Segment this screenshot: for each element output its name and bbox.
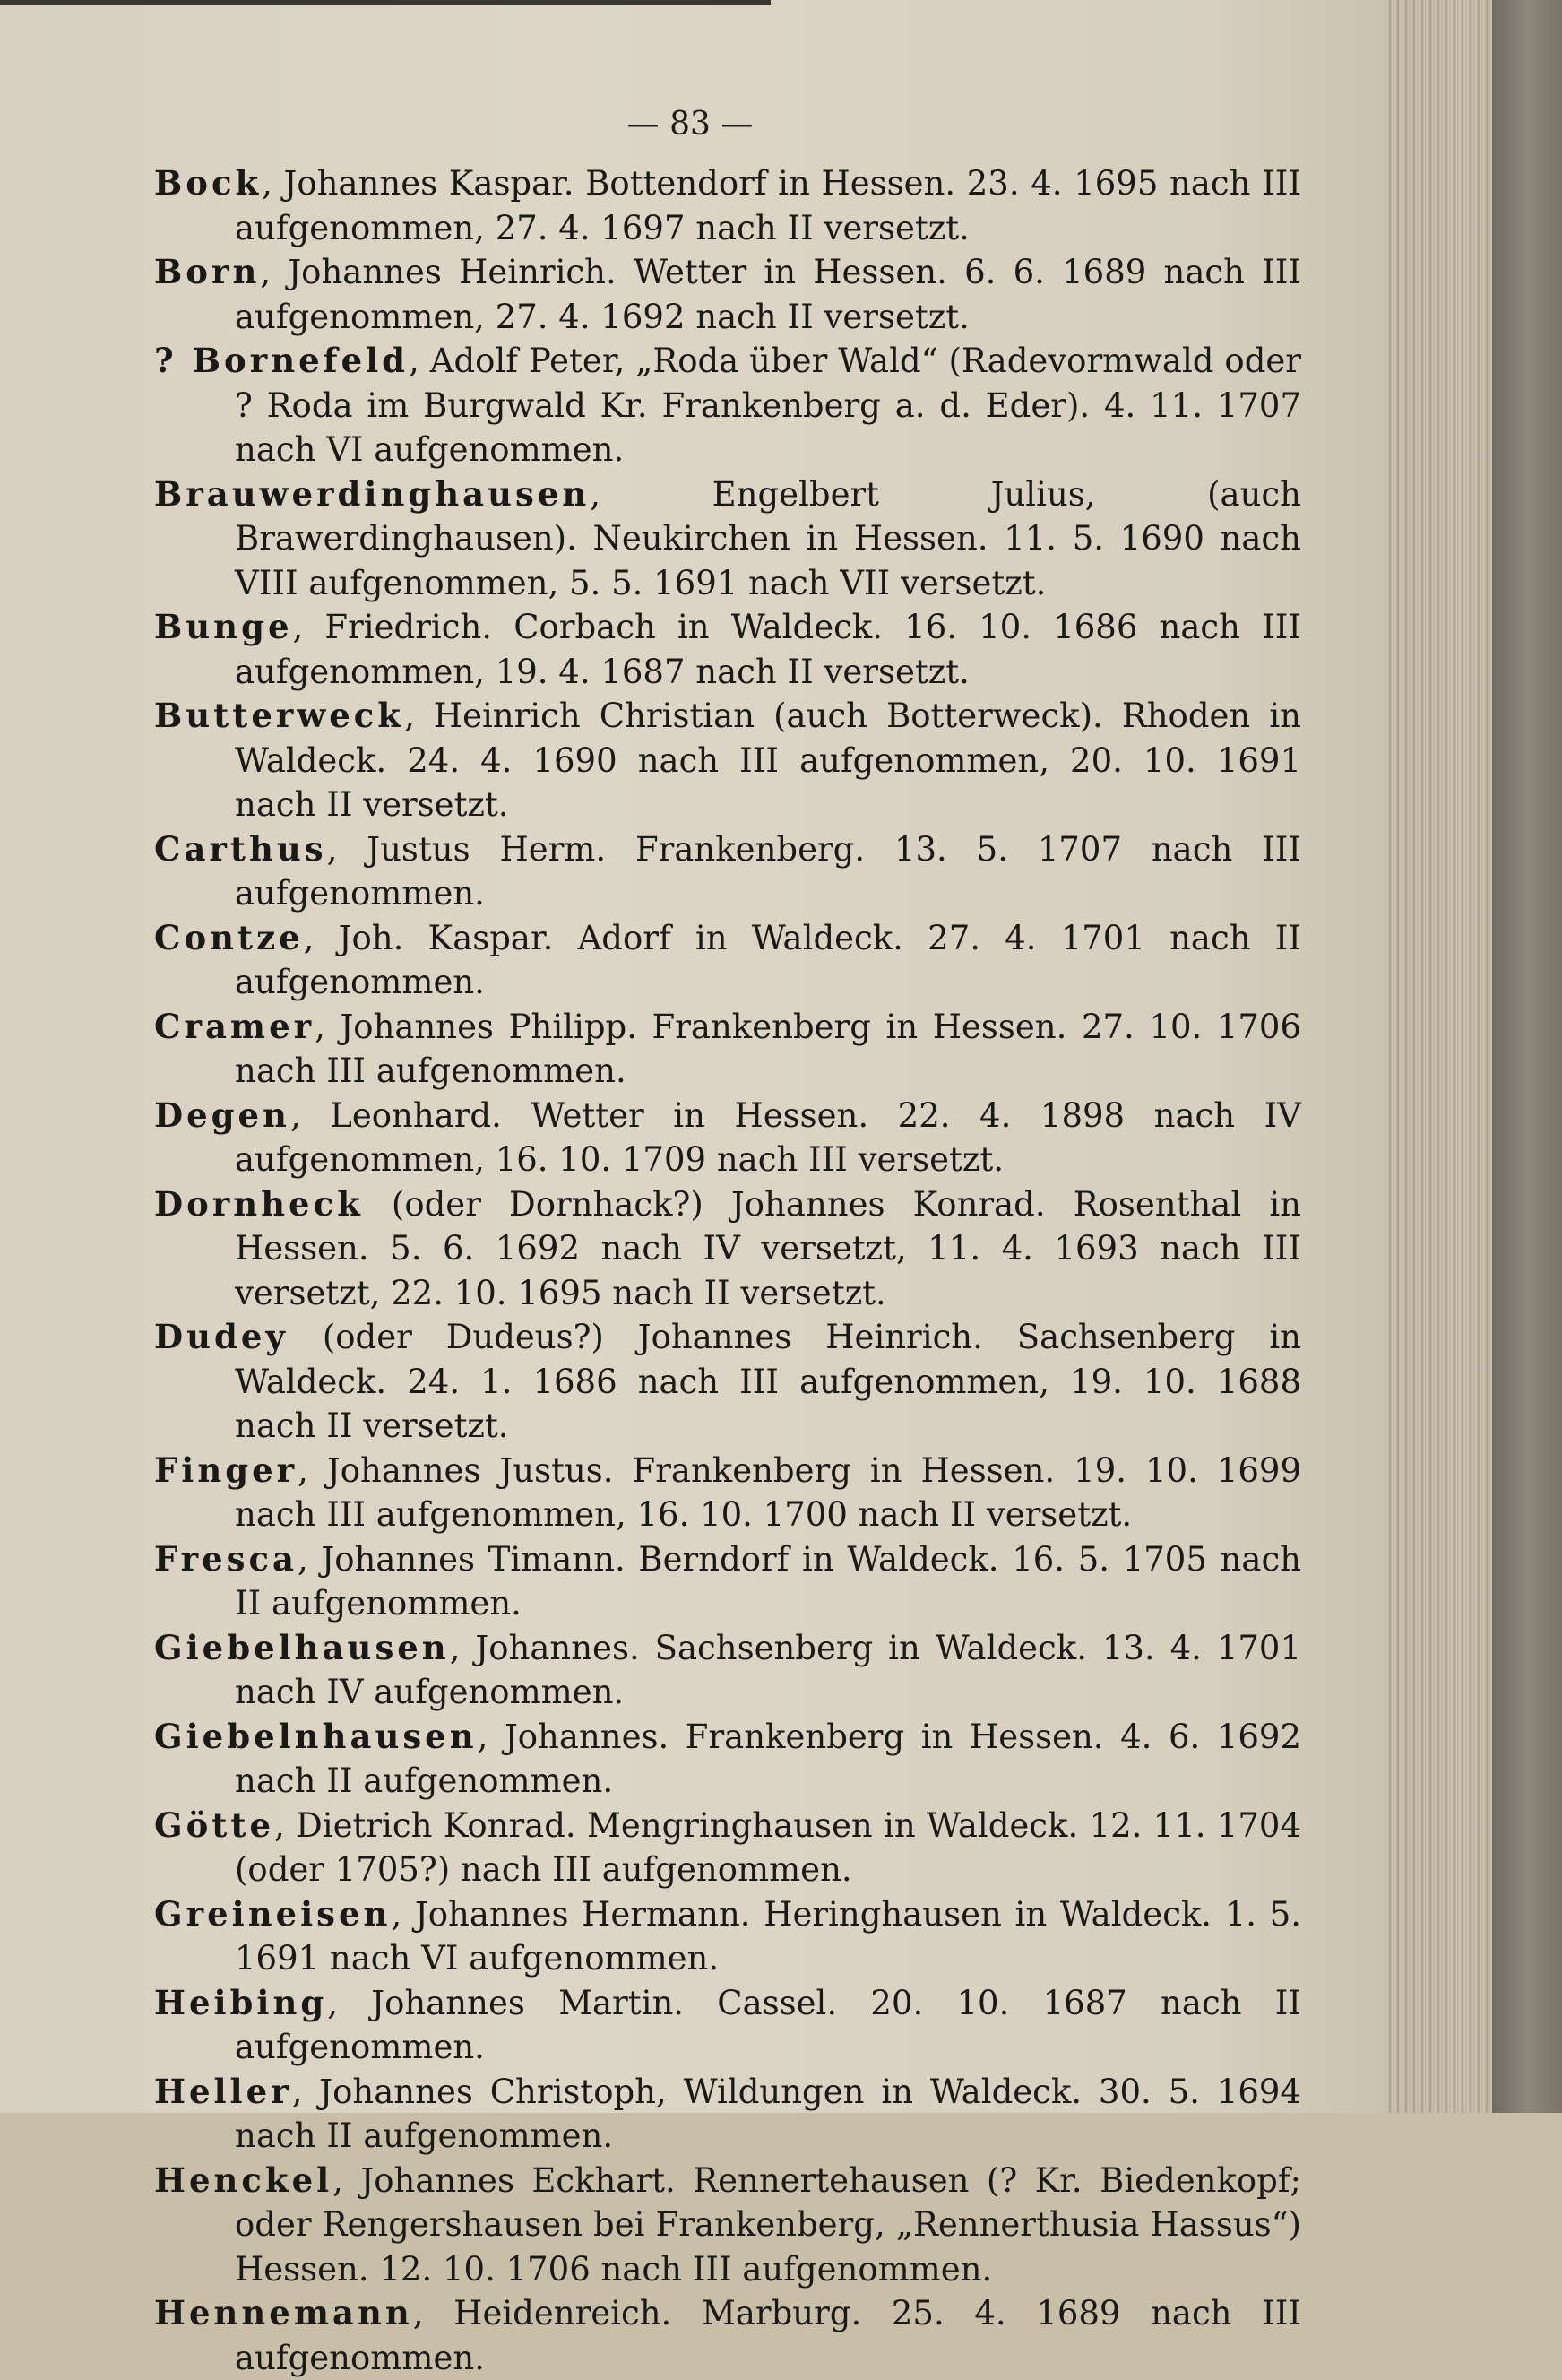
entry-name: Heller: [154, 2071, 292, 2111]
list-item: [154, 694, 1301, 827]
list-item: [154, 916, 1301, 1005]
entry-text: , Leonhard. Wetter in Hessen. 22. 4. 1898 nach IV aufgenommen, 16. 10. 1709 nach III versetzt.: [235, 1095, 1301, 1179]
entry-text: , Joh. Kaspar. Adorf in Waldeck. 27. 4. 1701 nach II aufgenommen.: [235, 918, 1301, 1001]
entry-text: , Johannes Christoph, Wildungen in Waldeck. 30. 5. 1694 nach II aufgenommen.: [235, 2072, 1301, 2155]
entry-text: , Johannes. Sachsenberg in Waldeck. 13. 4. 1701 nach IV aufgenommen.: [235, 1628, 1301, 1711]
entry-name: Hennemann: [154, 2293, 413, 2332]
entry-name: Götte: [154, 1804, 274, 1845]
entry-name: Henckel: [154, 2159, 333, 2200]
entry-name: Contze: [154, 917, 304, 957]
entry-name: Dudey: [154, 1317, 289, 1356]
entry-name: Heibing: [154, 1982, 328, 2022]
list-item: [154, 1537, 1301, 1626]
list-item: [154, 1804, 1301, 1892]
list-item: [154, 1892, 1301, 1981]
entry-name: Bunge: [154, 607, 293, 646]
entry-text: (oder Dudeus?) Johannes Heinrich. Sachsenberg in Waldeck. 24. 1. 1686 nach III aufgenommen, 19. 10. 1688 nach II versetzt.: [235, 1318, 1301, 1445]
list-item: [154, 1094, 1301, 1182]
entry-text: , Johannes Kaspar. Bottendorf in Hessen. 23. 4. 1695 nach III aufgenommen, 27. 4. 1697 nach II versetzt.: [235, 164, 1301, 247]
entry-name: Greineisen: [154, 1893, 392, 1934]
list-item: [154, 1005, 1301, 1094]
list-item: [154, 827, 1301, 916]
list-item: [154, 161, 1301, 250]
entry-text: , Johannes Martin. Cassel. 20. 10. 1687 nach II aufgenommen.: [235, 1983, 1301, 2066]
list-item: [154, 1626, 1301, 1715]
entry-name: ? Bornefeld: [154, 341, 410, 380]
entry-text: , Johannes Heinrich. Wetter in Hessen. 6. 6. 1689 nach III aufgenommen, 27. 4. 1692 nach II versetzt.: [235, 253, 1301, 336]
entry-text: , Engelbert Julius, (auch Brawerdinghausen). Neukirchen in Hessen. 11. 5. 1690 nach VIII aufgenommen, 5. 5. 1691 nach VII versetzt.: [235, 474, 1301, 602]
list-item: [154, 605, 1301, 694]
entry-text: , Johannes Justus. Frankenberg in Hessen. 19. 10. 1699 nach III aufgenommen, 16. 10. 1700 nach II versetzt.: [235, 1450, 1301, 1534]
entry-text: (oder Dornhack?) Johannes Konrad. Rosenthal in Hessen. 5. 6. 1692 nach IV versetzt, 11. 4. 1693 nach III versetzt, 22. 10. 1695 nach II versetzt.: [235, 1184, 1301, 1312]
entry-name: Dornheck: [154, 1183, 364, 1224]
list-item: [154, 2070, 1301, 2159]
book-edge: [1492, 0, 1562, 2113]
list-item: [154, 1315, 1301, 1449]
page-gutter: [1385, 0, 1492, 2113]
list-item: [154, 339, 1301, 472]
entry-name: Born: [154, 252, 261, 291]
entry-text: , Heinrich Christian (auch Botterweck). Rhoden in Waldeck. 24. 4. 1690 nach III aufgenommen, 20. 10. 1691 nach II versetzt.: [235, 697, 1301, 824]
entry-name: Degen: [154, 1095, 290, 1135]
list-item: [154, 1449, 1301, 1537]
entry-text: , Johannes. Frankenberg in Hessen. 4. 6. 1692 nach II aufgenommen.: [235, 1717, 1301, 1800]
entry-name: Finger: [154, 1450, 298, 1490]
entry-text: , Justus Herm. Frankenberg. 13. 5. 1707 nach III aufgenommen.: [235, 829, 1301, 913]
entry-text: , Johannes Eckhart. Rennertehausen (? Kr. Biedenkopf; oder Rengershausen bei Frankenberg, „Rennerthusia Hassus“) Hessen. 12. 10. 1706 nach III aufgenommen.: [235, 2160, 1301, 2289]
list-item: [154, 250, 1301, 339]
entry-name: Fresca: [154, 1538, 298, 1579]
entry-text: , Johannes Philipp. Frankenberg in Hessen. 27. 10. 1706 nach III aufgenommen.: [235, 1007, 1301, 1090]
list-item: [154, 2291, 1301, 2380]
list-item: [154, 1981, 1301, 2070]
entry-text: , Johannes Hermann. Heringhausen in Waldeck. 1. 5. 1691 nach VI aufgenommen.: [235, 1894, 1301, 1978]
entry-text: , Heidenreich. Marburg. 25. 4. 1689 nach III aufgenommen.: [235, 2294, 1301, 2377]
list-item: [154, 1182, 1301, 1316]
list-item: [154, 2159, 1301, 2292]
entry-name: Giebelhausen: [154, 1627, 450, 1667]
entry-name: Brauwerdinghausen: [154, 473, 591, 514]
entry-name: Giebelnhausen: [154, 1716, 478, 1756]
entry-name: Bock: [154, 163, 263, 203]
entry-text: , Johannes Timann. Berndorf in Waldeck. 16. 5. 1705 nach II aufgenommen.: [235, 1539, 1301, 1623]
entry-text: , Adolf Peter, „Roda über Wald“ (Radevormwald oder ? Roda im Burgwald Kr. Frankenberg a. d. Eder). 4. 11. 1707 nach VI aufgenommen.: [235, 342, 1301, 469]
entry-text: , Friedrich. Corbach in Waldeck. 16. 10. 1686 nach III aufgenommen, 19. 4. 1687 nach II versetzt.: [235, 608, 1301, 691]
entry-name: Butterweck: [154, 696, 404, 735]
entry-text: , Dietrich Konrad. Mengringhausen in Waldeck. 12. 11. 1704 (oder 1705?) nach III aufgenommen.: [235, 1805, 1301, 1889]
page-number: — 83 —: [626, 106, 754, 143]
top-rule: [0, 0, 771, 5]
entry-name: Carthus: [154, 828, 327, 869]
register-entries: [154, 161, 1301, 2380]
entry-name: Cramer: [154, 1006, 315, 1046]
list-item: [154, 472, 1301, 606]
list-item: [154, 1715, 1301, 1804]
